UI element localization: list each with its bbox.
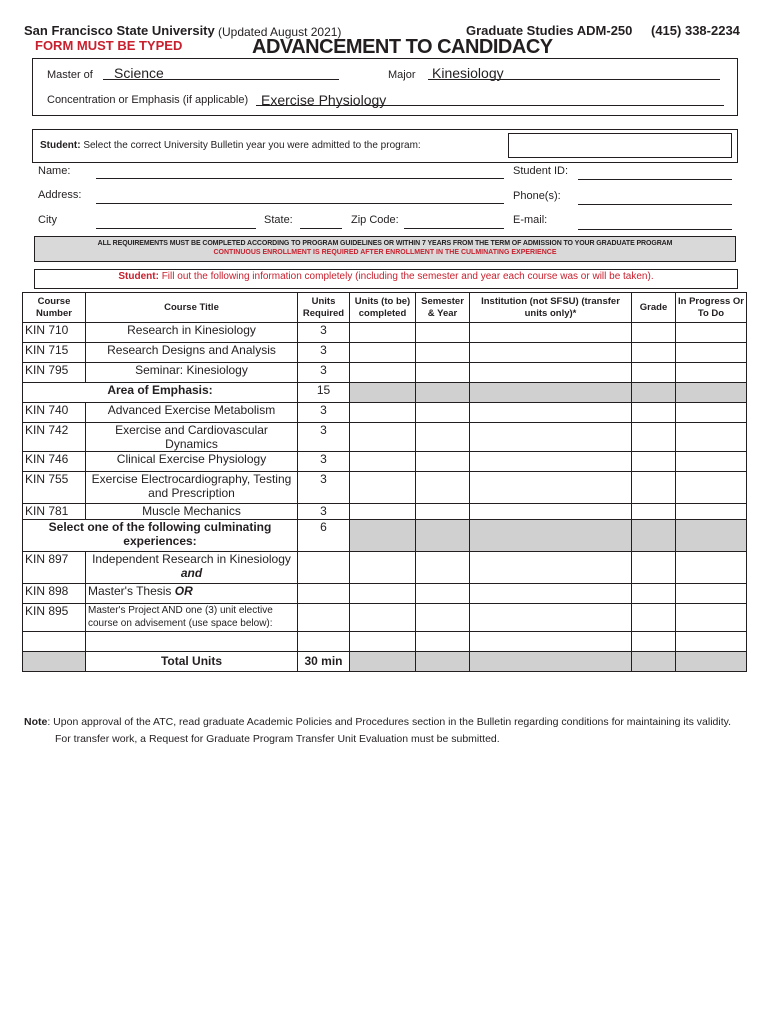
grade-cell[interactable] — [632, 604, 676, 632]
institution-cell[interactable] — [470, 584, 632, 604]
university-name: San Francisco State University — [24, 23, 215, 38]
institution-cell[interactable] — [470, 552, 632, 584]
semester-cell[interactable] — [416, 403, 470, 423]
course-title-connector: OR — [174, 584, 193, 598]
units-completed-cell[interactable] — [350, 552, 416, 584]
phones-label: Phone(s): — [513, 190, 561, 202]
office-code: Graduate Studies ADM-250 — [466, 23, 633, 38]
must-type-warning: FORM MUST BE TYPED — [35, 38, 183, 53]
units-required — [298, 632, 350, 652]
city-label: City — [38, 214, 57, 226]
semester-cell[interactable] — [416, 584, 470, 604]
progress-cell[interactable] — [676, 363, 747, 383]
concentration-label: Concentration or Emphasis (if applicable) — [47, 94, 249, 106]
total-gray-cell — [470, 652, 632, 672]
semester-cell[interactable] — [416, 363, 470, 383]
units-completed-cell[interactable] — [350, 472, 416, 504]
units-required — [298, 552, 350, 584]
institution-cell — [470, 383, 632, 403]
units-required: 6 — [298, 520, 350, 552]
course-number: KIN 898 — [23, 584, 86, 604]
course-title: Master's Project AND one (3) unit elective course on advisement (use space below): — [86, 604, 298, 632]
course-row — [23, 504, 747, 520]
instruction-body: Fill out the following information completely (including the semester and year each course was or will be taken). — [158, 271, 654, 282]
updated-date: (Updated August 2021) — [218, 25, 342, 39]
name-label: Name: — [38, 165, 71, 177]
phones-field[interactable] — [578, 204, 732, 205]
course-row — [23, 552, 747, 584]
units-completed-cell[interactable] — [350, 584, 416, 604]
course-number: KIN 795 — [23, 363, 86, 383]
institution-cell[interactable] — [470, 604, 632, 632]
course-title: Research Designs and Analysis — [86, 343, 298, 363]
progress-cell — [676, 383, 747, 403]
concentration-field[interactable]: Exercise Physiology — [261, 92, 387, 108]
requirements-notice — [34, 236, 736, 262]
total-gray-cell — [416, 652, 470, 672]
bulletin-year-input[interactable] — [508, 133, 732, 158]
units-completed-cell[interactable] — [350, 452, 416, 472]
instruction-text — [34, 271, 738, 282]
grade-cell[interactable] — [632, 363, 676, 383]
form-title: ADVANCEMENT TO CANDIDACY — [252, 36, 553, 58]
institution-cell[interactable] — [470, 323, 632, 343]
course-title: Muscle Mechanics — [86, 504, 298, 520]
total-label: Total Units — [86, 652, 298, 672]
semester-cell[interactable] — [416, 343, 470, 363]
section-label: Select one of the following culminating experiences: — [23, 520, 298, 552]
semester-cell[interactable] — [416, 604, 470, 632]
grade-cell[interactable] — [632, 323, 676, 343]
grade-cell[interactable] — [632, 632, 676, 652]
header-course-number: Course Number — [23, 293, 86, 323]
zip-label: Zip Code: — [351, 214, 399, 226]
grade-cell[interactable] — [632, 472, 676, 504]
semester-cell[interactable] — [416, 472, 470, 504]
state-label: State: — [264, 214, 293, 226]
course-number: KIN 742 — [23, 423, 86, 452]
course-row — [23, 472, 747, 504]
name-field[interactable] — [96, 178, 504, 179]
units-required: 3 — [298, 452, 350, 472]
section-row — [23, 520, 747, 552]
semester-cell[interactable] — [416, 323, 470, 343]
note-label: Note — [24, 716, 48, 728]
student-id-label: Student ID: — [513, 165, 569, 177]
units-required: 3 — [298, 343, 350, 363]
institution-cell[interactable] — [470, 504, 632, 520]
major-underline — [428, 79, 720, 80]
course-row — [23, 363, 747, 383]
units-required: 3 — [298, 363, 350, 383]
course-number: KIN 746 — [23, 452, 86, 472]
units-completed-cell[interactable] — [350, 423, 416, 452]
units-required: 15 — [298, 383, 350, 403]
course-row — [23, 403, 747, 423]
progress-cell[interactable] — [676, 423, 747, 452]
notice-line-2: CONTINUOUS ENROLLMENT IS REQUIRED AFTER ENROLLMENT IN THE CULMINATING EXPERIENCE — [213, 249, 557, 256]
table-header-row — [23, 293, 747, 323]
course-row — [23, 604, 747, 632]
course-number: KIN 740 — [23, 403, 86, 423]
units-completed-cell — [350, 520, 416, 552]
units-completed-cell[interactable] — [350, 632, 416, 652]
total-gray-cell — [23, 652, 86, 672]
semester-cell[interactable] — [416, 504, 470, 520]
units-required: 3 — [298, 423, 350, 452]
units-completed-cell[interactable] — [350, 343, 416, 363]
progress-cell[interactable] — [676, 403, 747, 423]
institution-cell[interactable] — [470, 452, 632, 472]
semester-cell[interactable] — [416, 452, 470, 472]
master-of-field[interactable]: Science — [114, 65, 164, 81]
course-table — [22, 292, 747, 672]
course-number: KIN 710 — [23, 323, 86, 343]
semester-cell[interactable] — [416, 423, 470, 452]
progress-cell[interactable] — [676, 323, 747, 343]
major-field[interactable]: Kinesiology — [432, 65, 504, 81]
bulletin-text: Select the correct University Bulletin year you were admitted to the program: — [80, 140, 421, 151]
units-required: 3 — [298, 403, 350, 423]
student-id-field[interactable] — [578, 179, 732, 180]
course-title — [86, 584, 298, 604]
total-gray-cell — [350, 652, 416, 672]
units-completed-cell[interactable] — [350, 403, 416, 423]
course-title: Seminar: Kinesiology — [86, 363, 298, 383]
units-completed-cell[interactable] — [350, 323, 416, 343]
section-label: Area of Emphasis: — [23, 383, 298, 403]
total-row — [23, 652, 747, 672]
semester-cell — [416, 383, 470, 403]
note-line-2: For transfer work, a Request for Graduate Program Transfer Unit Evaluation must be submitted. — [55, 733, 500, 745]
course-number: KIN 755 — [23, 472, 86, 504]
grade-cell[interactable] — [632, 452, 676, 472]
course-title-text: Independent Research in Kinesiology — [92, 552, 291, 566]
units-completed-cell[interactable] — [350, 604, 416, 632]
bulletin-instruction — [40, 140, 421, 151]
bulletin-student-prefix: Student: — [40, 140, 81, 151]
course-title-text: Master's Thesis — [88, 584, 172, 598]
semester-cell[interactable] — [416, 552, 470, 584]
institution-cell[interactable] — [470, 472, 632, 504]
units-required: 3 — [298, 323, 350, 343]
progress-cell[interactable] — [676, 604, 747, 632]
grade-cell[interactable] — [632, 403, 676, 423]
grade-cell — [632, 383, 676, 403]
grade-cell[interactable] — [632, 504, 676, 520]
course-title: Advanced Exercise Metabolism — [86, 403, 298, 423]
progress-cell[interactable] — [676, 504, 747, 520]
semester-cell[interactable] — [416, 632, 470, 652]
section-row — [23, 383, 747, 403]
instruction-prefix: Student: — [118, 271, 159, 282]
institution-cell — [470, 520, 632, 552]
email-label: E-mail: — [513, 214, 548, 226]
grade-cell — [632, 520, 676, 552]
course-row — [23, 323, 747, 343]
units-completed-cell — [350, 383, 416, 403]
notice-line-1: ALL REQUIREMENTS MUST BE COMPLETED ACCORDING TO PROGRAM GUIDELINES OR WITHIN 7 YEARS FROM THE TERM OF ADMISSION TO YOUR GRADUATE PROGRAM — [97, 240, 673, 247]
email-field[interactable] — [578, 229, 732, 230]
address-label: Address: — [38, 189, 82, 201]
note-text-1: : Upon approval of the ATC, read graduate Academic Policies and Procedures section in the Bulletin regarding conditions for maintaining its validity. — [47, 716, 732, 728]
progress-cell[interactable] — [676, 472, 747, 504]
header-course-title: Course Title — [86, 293, 298, 323]
progress-cell[interactable] — [676, 452, 747, 472]
units-required — [298, 604, 350, 632]
grade-cell[interactable] — [632, 423, 676, 452]
institution-cell[interactable] — [470, 423, 632, 452]
institution-cell[interactable] — [470, 363, 632, 383]
master-of-underline — [103, 79, 339, 80]
course-title-connector: and — [180, 566, 203, 580]
zip-field[interactable] — [404, 228, 504, 229]
state-field[interactable] — [300, 228, 342, 229]
course-number: KIN 895 — [23, 604, 86, 632]
course-row — [23, 452, 747, 472]
course-title: Clinical Exercise Physiology — [86, 452, 298, 472]
progress-cell[interactable] — [676, 343, 747, 363]
city-field[interactable] — [96, 228, 256, 229]
institution-cell[interactable] — [470, 632, 632, 652]
units-required: 3 — [298, 504, 350, 520]
course-number — [23, 632, 86, 652]
institution-cell[interactable] — [470, 343, 632, 363]
units-required — [298, 584, 350, 604]
course-title: Exercise Electrocardiography, Testing and Prescription — [86, 472, 298, 504]
grade-cell[interactable] — [632, 552, 676, 584]
progress-cell[interactable] — [676, 584, 747, 604]
course-title: Research in Kinesiology — [86, 323, 298, 343]
course-number: KIN 715 — [23, 343, 86, 363]
course-title: Exercise and Cardiovascular Dynamics — [86, 423, 298, 452]
header-semester: Semester & Year — [416, 293, 470, 323]
semester-cell — [416, 520, 470, 552]
concentration-underline — [256, 105, 724, 106]
progress-cell[interactable] — [676, 632, 747, 652]
course-row — [23, 632, 747, 652]
header-units-required: Units Required — [298, 293, 350, 323]
progress-cell[interactable] — [676, 552, 747, 584]
header-units-completed: Units (to be) completed — [350, 293, 416, 323]
total-value: 30 min — [298, 652, 350, 672]
total-gray-cell — [632, 652, 676, 672]
header-progress: In Progress Or To Do — [676, 293, 747, 323]
grade-cell[interactable] — [632, 343, 676, 363]
units-required: 3 — [298, 472, 350, 504]
institution-cell[interactable] — [470, 403, 632, 423]
grade-cell[interactable] — [632, 584, 676, 604]
header-grade: Grade — [632, 293, 676, 323]
course-number: KIN 897 — [23, 552, 86, 584]
units-completed-cell[interactable] — [350, 504, 416, 520]
address-field[interactable] — [96, 203, 504, 204]
total-gray-cell — [676, 652, 747, 672]
course-title — [86, 632, 298, 652]
course-number: KIN 781 — [23, 504, 86, 520]
course-row — [23, 423, 747, 452]
note-line-1 — [24, 716, 731, 728]
office-phone: (415) 338-2234 — [651, 23, 740, 38]
course-row — [23, 584, 747, 604]
course-row — [23, 343, 747, 363]
units-completed-cell[interactable] — [350, 363, 416, 383]
major-label: Major — [388, 69, 416, 81]
progress-cell — [676, 520, 747, 552]
header-institution: Institution (not SFSU) (transfer units only)* — [470, 293, 632, 323]
master-of-label: Master of — [47, 69, 93, 81]
course-title — [86, 552, 298, 584]
